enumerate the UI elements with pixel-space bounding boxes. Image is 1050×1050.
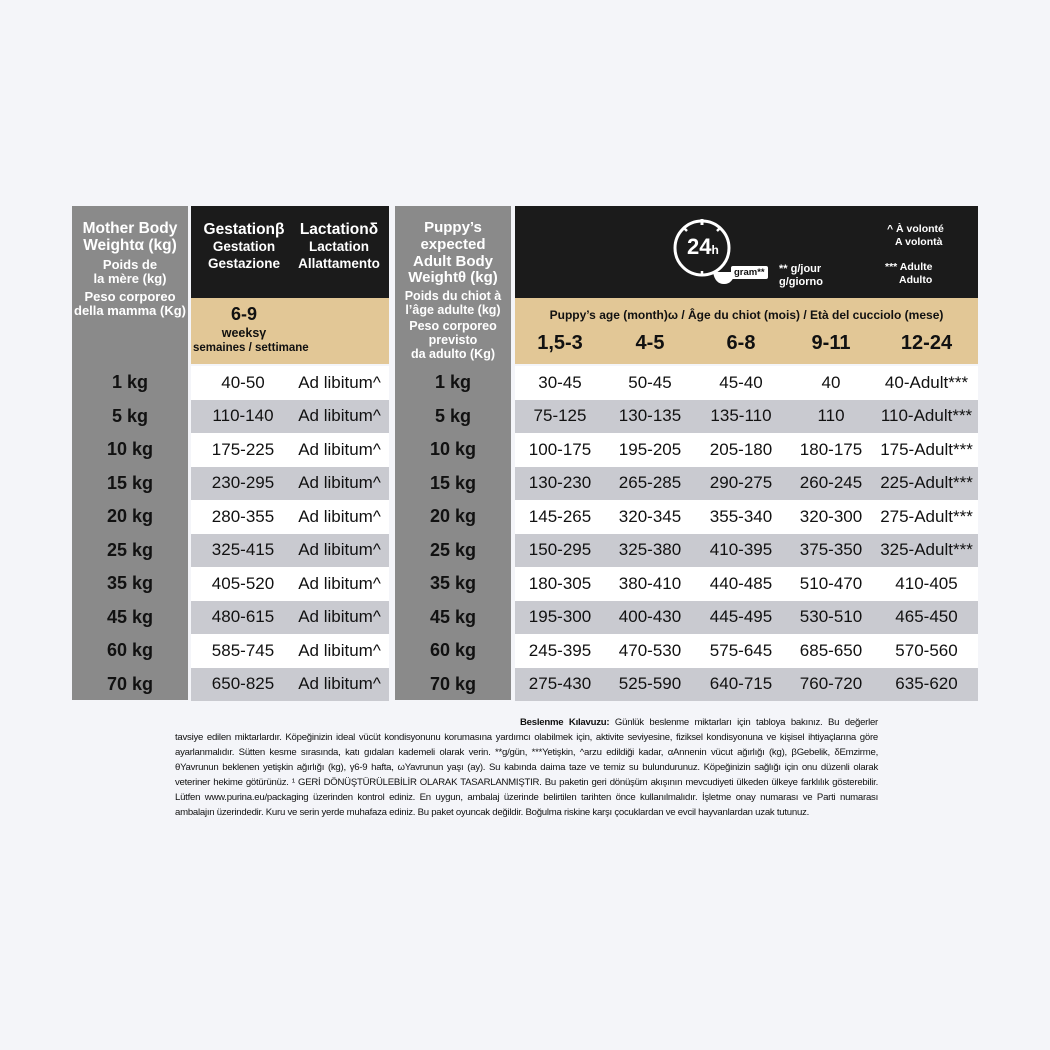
puppy-age-cell: 180-175 [799,439,863,459]
gestation-line: Gestation [212,239,276,255]
age-column-header: 4-5 [635,332,665,354]
mother-header-line: la mère (kg) [93,271,167,287]
puppy-age-cell: 575-645 [709,640,773,660]
puppy-age-cell: 685-650 [799,640,863,660]
puppy-age-cell: 275-Adult*** [880,506,973,526]
puppy-weight-header [395,206,511,366]
puppy-age-cell: 290-275 [709,473,773,493]
mother-weight-cell: 1 kg [111,372,149,393]
puppy-age-cell: 325-Adult*** [880,540,973,560]
puppy-age-cell: 275-430 [528,674,592,694]
adult-legend [885,261,932,286]
lactation-cell: Ad libitum^ [298,439,381,459]
puppy-weight-cell: 35 kg [429,573,477,594]
puppy-age-cell: 265-285 [618,473,682,493]
puppy-age-cell: 410-395 [709,540,773,560]
puppy-age-cell: 470-530 [618,640,682,660]
puppy-header-line: Poids du chiot à [404,289,502,304]
puppy-age-cell: 225-Adult*** [880,473,973,493]
puppy-header-line: da adulto (Kg) [410,347,495,362]
gestation-cell: 40-50 [221,372,265,392]
gram-legend-line: ** g/jour [779,263,822,275]
puppy-age-cell: 355-340 [709,506,773,526]
puppy-age-cell: 510-470 [799,573,863,593]
puppy-age-cell: 320-300 [799,506,863,526]
lactation-title: Lactationδ [299,221,379,238]
puppy-legend-header [515,206,978,298]
puppy-age-cell: 30-45 [538,372,582,392]
mother-header-line: Mother Body [82,220,178,237]
puppy-age-cell: 465-450 [895,607,958,627]
puppy-age-cell: 525-590 [618,674,682,694]
gestation-weeks: weeksγ [221,326,267,340]
volonte-legend [887,223,944,248]
puppy-age-header: Puppy’s age (month)ω / Âge du chiot (mois) / Età del cucciolo (mese) [549,308,944,322]
puppy-age-cell: 375-350 [799,540,863,560]
puppy-weight-cell: 5 kg [434,405,472,426]
gestation-line: Gestazione [207,256,281,272]
gestation-cell: 175-225 [211,439,275,459]
puppy-age-cell: 50-45 [628,372,672,392]
puppy-header-line: Peso corporeo previsto [409,319,497,348]
gestation-duration-band [191,298,389,364]
mother-weight-cell: 5 kg [111,405,149,426]
clock-hours-unit: h [711,243,719,257]
footnote-heading: Beslenme Kılavuzu: [520,717,610,728]
puppy-age-cell: 570-560 [895,640,958,660]
puppy-age-cell: 530-510 [799,607,863,627]
lactation-line: Allattamento [298,256,380,272]
puppy-age-cell: 760-720 [799,674,863,694]
puppy-age-cell: 40-Adult*** [884,372,969,392]
gestation-cell: 650-825 [211,674,275,694]
puppy-weight-cell: 70 kg [429,673,477,694]
adult-legend-line: *** Adulte [885,261,933,273]
gram-legend-line: g/giorno [779,276,823,289]
lactation-line: Lactation [308,239,369,255]
puppy-age-cell: 205-180 [709,439,773,459]
puppy-age-cell: 110 [817,406,845,426]
gestation-cell: 325-415 [211,540,275,560]
age-column-header: 1,5-3 [537,332,583,354]
gestation-weeks-sub: semaines / settimane [193,342,309,354]
puppy-weight-cell: 25 kg [429,539,477,560]
lactation-cell: Ad libitum^ [298,640,381,660]
age-column-header: 9-11 [811,332,851,354]
puppy-age-cell: 150-295 [528,540,592,560]
puppy-weight-cell: 45 kg [429,606,477,627]
gestation-cell: 405-520 [211,573,275,593]
gestation-cell: 110-140 [212,406,274,426]
puppy-age-cell: 135-110 [710,406,772,426]
puppy-age-cell: 45-40 [719,372,763,392]
lactation-cell: Ad libitum^ [298,506,381,526]
puppy-age-cell: 400-430 [618,607,682,627]
mother-weight-cell: 45 kg [106,606,154,627]
mother-weight-cell: 20 kg [106,506,154,527]
puppy-age-cell: 100-175 [528,439,592,459]
puppy-age-cell: 445-495 [709,607,773,627]
puppy-header-line: l’âge adulte (kg) [405,303,501,318]
puppy-header-line: Puppy’s expected [420,219,486,253]
gestation-cell: 585-745 [211,640,275,660]
puppy-weight-cell: 15 kg [429,472,477,493]
mother-weight-cell: 25 kg [106,539,154,560]
lactation-cell: Ad libitum^ [298,674,381,694]
mother-weight-header [72,206,188,366]
puppy-age-cell: 320-345 [618,506,682,526]
mother-weight-cell: 35 kg [106,573,154,594]
puppy-weight-cell: 60 kg [429,640,477,661]
puppy-header-line: Adult Body [413,252,493,270]
mother-header-line: Peso corporeo [84,288,176,304]
puppy-age-cell: 175-Adult*** [880,439,973,459]
mother-weight-cell: 15 kg [106,472,154,493]
puppy-weight-cell: 10 kg [429,439,477,460]
puppy-age-cell: 180-305 [528,573,592,593]
puppy-age-cell: 75-125 [533,406,587,426]
puppy-age-cell: 380-410 [618,573,682,593]
lactation-cell: Ad libitum^ [298,573,381,593]
lactation-cell: Ad libitum^ [298,372,381,392]
lactation-header [293,220,385,273]
puppy-age-cell: 245-395 [528,640,592,660]
puppy-age-cell: 325-380 [618,540,682,560]
gestation-lactation-header [191,206,389,298]
lactation-cell: Ad libitum^ [298,540,381,560]
lactation-cell: Ad libitum^ [298,406,381,426]
gram-legend [779,263,823,289]
volonte-legend-line: A volontà [895,235,943,248]
gestation-header [199,220,289,273]
footnote-text: Günlük beslenme miktarları için tabloya bakınız. Bu değerler tavsiye edilen miktarlardır. Köpeğinizin ideal vücüt kondisyonunu korumasına yardımcı olabilmek için, aktivite seviyesine, fiziksel kondisyonuna ve kişisel ihtiyaçlarına göre ayarlanmalıdır. Sütten kesme sırasında, katı gıdaları kademeli olarak verin. **g/gün, ***Yetişkin, ^arzu edildiği kadar, αAnnenin vücut ağırlığı (kg), βGebelik, δEmzirme, θYavrunun beklenen yetişkin ağırlığı (kg), γ6-9 hafta, ωYavrunun yaşı (ay). Su kabında daima taze ve temiz su bulundurunuz. Köpeğinizin sağlığı için onu düzenli olarak veteriner hekime götürünüz. ¹ GERİ DÖNÜŞTÜRÜLEBİLİR OLARAK TASARLANMIŞTIR. Bu paketin geri dönüşüm akışının mevcudiyeti ülkeden ülkeye farklılık gösterebilir. Lütfen www.purina.eu/packaging üzerinden kontrol ediniz. En uygun, ambalaj üzerinde belirtilen tarihten önce kullanılmalıdır. İşletme onay numarası ve Parti numarası ambalajın üzerindedir. Kuru ve serin yerde muhafaza ediniz. Bu paket oyuncak değildir. Boğulma riskine karşı çocuklardan ve evcil hayvanlardan uzak tutunuz. [175,717,879,818]
puppy-age-cell: 440-485 [709,573,773,593]
gestation-cell: 480-615 [211,607,275,627]
puppy-age-cell: 640-715 [709,674,773,694]
puppy-age-cell: 195-205 [618,439,682,459]
puppy-age-cell: 635-620 [895,674,958,694]
clock-label [687,234,719,260]
puppy-age-band [515,298,978,364]
lactation-cell: Ad libitum^ [298,607,381,627]
puppy-age-cell: 110-Adult*** [880,406,973,426]
puppy-age-cell: 145-265 [528,506,592,526]
clock-hours: 24 [687,234,712,259]
age-column-header: 12-24 [900,332,953,354]
mother-weight-cell: 60 kg [106,640,154,661]
lactation-cell: Ad libitum^ [298,473,381,493]
feeding-guide-footnote [175,716,878,821]
puppy-age-cell: 130-230 [528,473,592,493]
puppy-header-line: Weightθ (kg) [408,269,498,287]
mother-header-line: Weightα (kg) [83,237,177,255]
age-column-header: 6-8 [726,332,756,354]
gestation-cell: 280-355 [211,506,275,526]
adult-legend-line: Adulto [899,273,933,286]
volonte-legend-line: ^ À volonté [887,223,944,235]
mother-header-line: della mamma (Kg) [74,303,186,319]
puppy-age-cell: 195-300 [528,607,592,627]
gram-badge: gram** [731,266,768,279]
puppy-weight-cell: 1 kg [434,372,472,393]
gestation-duration: 6-9 [230,304,257,324]
puppy-age-cell: 260-245 [799,473,863,493]
mother-header-line: Poids de [102,256,158,272]
mother-weight-cell: 70 kg [106,673,154,694]
puppy-age-cell: 40 [821,372,841,392]
mother-weight-cell: 10 kg [106,439,154,460]
puppy-age-cell: 130-135 [618,406,682,426]
gestation-title: Gestationβ [203,221,285,238]
puppy-weight-cell: 20 kg [429,506,477,527]
puppy-age-cell: 410-405 [895,573,958,593]
gestation-cell: 230-295 [211,473,275,493]
